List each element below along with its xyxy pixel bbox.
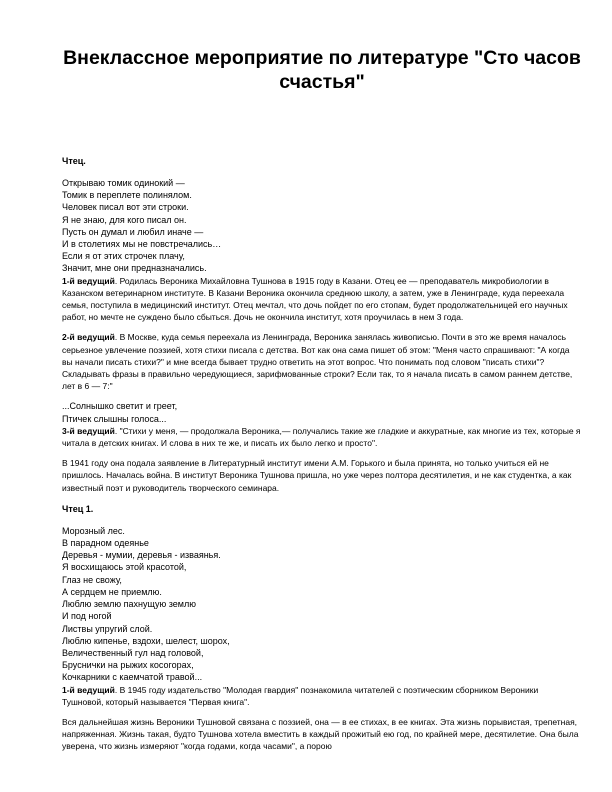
poem-line: Кочкарники с каемчатой травой...	[62, 672, 203, 683]
paragraph-closing: Вся дальнейшая жизнь Вероники Тушновой связана с поэзией, она — в ее стихах, в ее книгах. Эта жизнь порывистая, трепетная, напряженная. Жизнь такая, будто Тушнова хотела вместить в каждый прожитый ею год, по крайней мере, десятилетие. Она была уверена, что жизнь измеряют "когда годами, когда часами", а порою	[62, 716, 579, 752]
poem-line: Люблю землю пахнущую землю	[62, 599, 196, 610]
paragraph-host-3	[62, 425, 582, 449]
poem-block	[62, 177, 582, 275]
poem-line: Значит, мне они предназначались.	[62, 263, 207, 274]
poem-line: Пусть он думал и любил иначе —	[62, 226, 204, 237]
paragraph-text: . В 1945 году издательство "Молодая гвардия" познакомила читателей с поэтическим сборником Вероники Тушновой, который называется "Первая книга".	[62, 684, 539, 707]
poem-line: Глаз не свожу,	[62, 574, 122, 585]
reader-heading: Чтец.	[62, 156, 86, 166]
poem-line: Морозный лес.	[62, 525, 125, 536]
paragraph-text: . Родилась Вероника Михайловна Тушнова в 1915 году в Казани. Отец ее — преподаватель микробиологии в Казанском ветеринарном институте. В Казани Вероника окончила среднюю школу, а затем, уже в Ленинграде, куда переехала семья, поступила в медицинский институт. Отец мечтал, что дочь пойдет по его стопам, будет продолжательницей его научных работ, но мечте не суждено было сбыться. Дочь не окончила институт, хотя проучилась в нем 3 года.	[62, 275, 568, 323]
poem-line: Листвы упругий слой.	[62, 623, 153, 634]
poem-line: Я восхищаюсь этой красотой,	[62, 562, 187, 573]
paragraph-host-1b	[62, 684, 582, 708]
quote-line: Птичек слышны голоса...	[62, 413, 167, 424]
speaker-label: 1-й ведущий	[62, 275, 115, 286]
paragraph-1941: В 1941 году она подала заявление в Литературный институт имени А.М. Горького и была принята, но только учиться ей не пришлось. Началась война. В институт Вероника Тушнова пришла, но уже через полтора десятилетия, и не как студентка, а как известный поэт и руководитель творческого семинара.	[62, 458, 572, 493]
paragraph-text: . "Стихи у меня, — продолжала Вероника,— получались такие же гладкие и аккуратные, как многие из тех, которые я читала в детских книгах. И слова в них те же, и писать их было легко и просто".	[62, 425, 581, 449]
poem-block	[62, 525, 582, 684]
poem-line: И под ногой	[62, 611, 112, 622]
poem-line: Человек писал вот эти строки.	[62, 202, 189, 213]
quote-block	[62, 400, 582, 424]
paragraph-host-1	[62, 275, 582, 324]
poem-line: И в столетиях мы не повстречались…	[62, 239, 222, 250]
poem-line: Величественный гул над головой,	[62, 647, 204, 658]
poem-line: В парадном одеянье	[62, 538, 149, 549]
speaker-label: 2-й ведущий	[62, 332, 115, 343]
quote-line: ...Солнышко светит и греет,	[62, 401, 178, 412]
poem-line: А сердцем не приемлю.	[62, 586, 162, 597]
reader-heading: Чтец 1.	[62, 503, 94, 514]
poem-line: Деревья - мумии, деревья - изваянья.	[62, 550, 221, 561]
page-title: Внеклассное мероприятие по литературе "Сто часов счастья"	[63, 47, 581, 93]
paragraph-host-2	[62, 331, 582, 392]
poem-line: Люблю кипенье, вздохи, шелест, шорох,	[62, 635, 230, 646]
poem-line: Если я от этих строчек плачу,	[62, 251, 185, 262]
poem-line: Томик в переплете полинялом.	[62, 190, 192, 201]
speaker-label: 1-й ведущий	[62, 684, 115, 695]
poem-line: Я не знаю, для кого писал он.	[62, 214, 187, 225]
speaker-label: 3-й ведущий	[62, 425, 115, 436]
poem-line: Бруснички на рыжих косогорах,	[62, 660, 194, 671]
paragraph-text: . В Москве, куда семья переехала из Ленинграда, Вероника занялась живописью. Почти в это же время началось серьезное увлечение поэзией, хотя стихи писала с детства. Вот как она сама пишет об этом: "Меня часто спрашивают: "А когда вы начали писать стихи?" и мне всегда бывает трудно ответить на этот вопрос. Что понимать под словом "писать стихи"? Складывать фразы в правильно чередующиеся, зарифмованные строки? Если так, то я начала писать в самом раннем детстве, лет в 6 — 7:"	[62, 332, 573, 392]
poem-line: Открываю томик одинокий —	[62, 178, 185, 188]
